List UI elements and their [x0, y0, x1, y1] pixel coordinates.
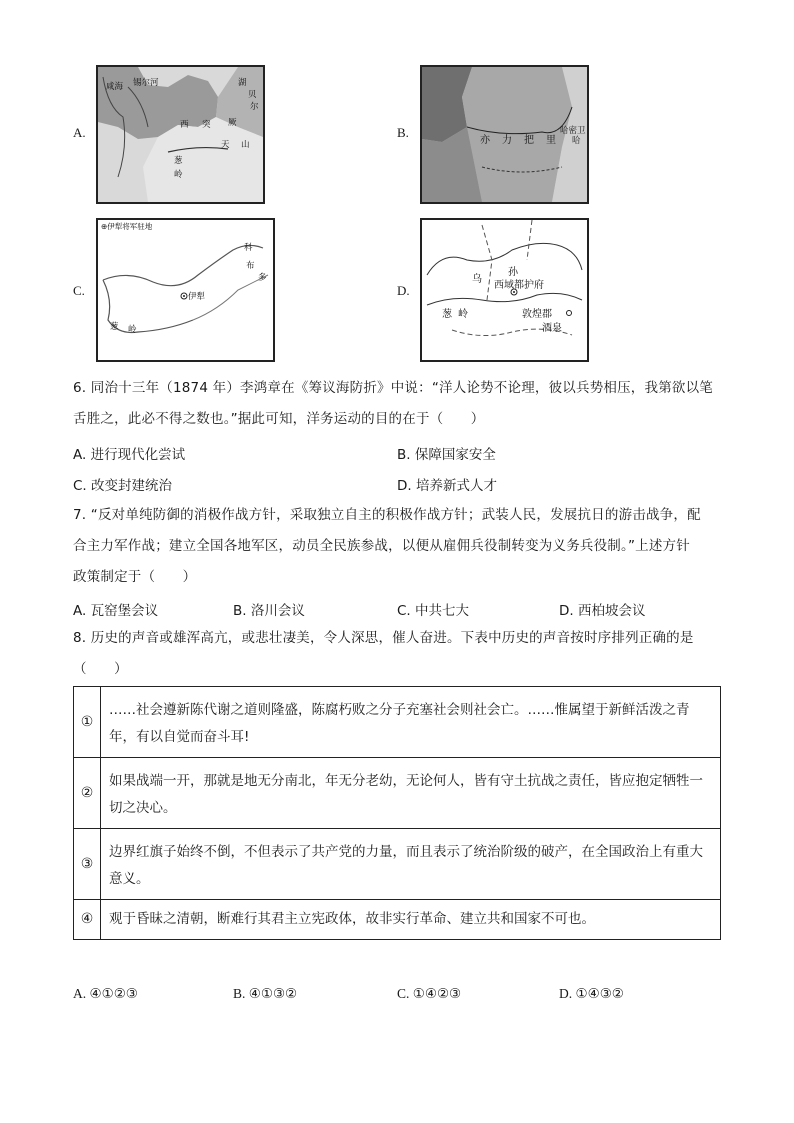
question-7-option-b[interactable]: B. 洛川会议 — [233, 603, 305, 619]
map-d-label-5: 敦煌郡 — [522, 309, 552, 320]
question-8-line-1: 8. 历史的声音或雄浑高亢，或悲壮凄美，令人深思，催人奋进。下表中历史的声音按时序排列正确的是 — [73, 630, 694, 646]
map-c-label-4: 葱 — [110, 322, 119, 332]
question-7-option-d[interactable]: D. 西柏坡会议 — [559, 603, 646, 619]
map-c-label-5: 岭 — [128, 325, 137, 335]
map-d-label-6: 酒泉 — [542, 323, 562, 334]
question-6-option-a[interactable]: A. 进行现代化尝试 — [73, 447, 186, 463]
map-b-label-2: 把 — [524, 135, 534, 146]
map-c-title: ⊕伊犁将军驻地 — [101, 222, 153, 231]
question-6 — [73, 373, 733, 435]
history-voices-table — [73, 686, 721, 940]
question-7-line-3: 政策制定于（ ） — [73, 569, 197, 585]
map-option-d-letter: D. — [397, 283, 410, 298]
map-b-label-0: 亦 — [480, 135, 490, 146]
map-c — [96, 218, 275, 362]
map-b-label-3: 里 — [546, 135, 556, 146]
map-c-label-1: 布 — [246, 261, 255, 271]
map-d-drawing — [422, 220, 587, 360]
question-6-line-1: 6. 同治十三年（1874 年）李鸿章在《筹议海防折》中说：“洋人论势不论理，彼以兵势相压，我第欲以笔 — [73, 380, 714, 396]
question-7-line-2: 合主力军作战；建立全国各地军区，动员全民族参战，以便从雇佣兵役制转变为义务兵役制。”上述方针 — [73, 538, 690, 554]
question-6-option-b[interactable]: B. 保障国家安全 — [397, 447, 496, 463]
row-number: ② — [74, 758, 101, 829]
table-row — [74, 758, 721, 829]
row-text: 如果战端一开，那就是地无分南北，年无分老幼，无论何人，皆有守土抗战之责任，皆应抱定牺牲一切之决心。 — [101, 758, 721, 829]
map-a — [96, 65, 265, 204]
map-b — [420, 65, 589, 204]
map-a-label-10: 尔 — [250, 102, 259, 112]
map-a-label-5: 天 — [221, 140, 230, 150]
map-option-a-letter: A. — [73, 125, 86, 140]
question-8-option-a[interactable]: A. ④①②③ — [73, 986, 138, 1001]
map-a-label-8: 岭 — [174, 170, 183, 180]
map-option-c-letter: C. — [73, 283, 85, 298]
map-d-label-0: 乌 — [472, 274, 482, 285]
row-text: 边界红旗子始终不倒，不但表示了共产党的力量，而且表示了统治阶级的破产，在全国政治上有重大意义。 — [101, 829, 721, 900]
map-d-label-4: 岭 — [458, 309, 468, 320]
map-c-label-2: 多 — [258, 273, 267, 283]
table-row — [74, 900, 721, 940]
row-text: 观于昏昧之清朝，断难行其君主立宪政体，故非实行革命、建立共和国家不可也。 — [101, 900, 721, 940]
map-a-label-2: 西 — [180, 120, 189, 130]
map-c-drawing — [98, 220, 273, 360]
map-b-label-5: 哈 — [572, 136, 581, 146]
map-a-label-6: 山 — [241, 140, 250, 150]
question-8-line-2: （ ） — [73, 661, 128, 677]
question-8 — [73, 623, 733, 685]
question-8-option-b[interactable]: B. ④①③② — [233, 986, 298, 1001]
question-8-option-d[interactable]: D. ①④③② — [559, 986, 624, 1001]
question-7-option-c[interactable]: C. 中共七大 — [397, 603, 470, 619]
map-a-label-4: 厥 — [228, 118, 237, 128]
row-number: ③ — [74, 829, 101, 900]
table-row — [74, 687, 721, 758]
map-d-label-2: 西域都护府 — [494, 280, 544, 291]
table-row — [74, 829, 721, 900]
row-text: ……社会遵新陈代谢之道则隆盛，陈腐朽败之分子充塞社会则社会亡。……惟属望于新鲜活泼之青年，有以自觉而奋斗耳! — [101, 687, 721, 758]
map-a-label-3: 突 — [202, 120, 211, 130]
map-a-label-11: 湖 — [238, 78, 247, 88]
question-6-option-d[interactable]: D. 培养新式人才 — [397, 478, 497, 494]
map-c-label-3: 伊犁 — [188, 292, 206, 302]
map-a-label-9: 贝 — [248, 90, 257, 100]
map-b-label-1: 力 — [502, 135, 512, 146]
question-7-option-a[interactable]: A. 瓦窑堡会议 — [73, 603, 159, 619]
map-option-b-letter: B. — [397, 125, 409, 140]
map-d-label-1: 孙 — [508, 267, 518, 278]
map-a-label-0: 咸海 — [106, 82, 124, 92]
question-7 — [73, 500, 733, 593]
question-6-option-c[interactable]: C. 改变封建统治 — [73, 478, 173, 494]
map-a-label-1: 锡尔河 — [133, 78, 159, 88]
question-7-line-1: 7. “反对单纯防御的消极作战方针，采取独立自主的积极作战方针；武装人民，发展抗日的游击战争，配 — [73, 507, 701, 523]
map-a-label-7: 葱 — [174, 156, 183, 166]
map-d — [420, 218, 589, 362]
question-6-line-2: 舌胜之，此必不得之数也。”据此可知，洋务运动的目的在于（ ） — [73, 411, 485, 427]
map-b-drawing — [422, 67, 587, 202]
map-c-label-0: 科 — [244, 243, 253, 253]
row-number: ④ — [74, 900, 101, 940]
question-8-option-c[interactable]: C. ①④②③ — [397, 986, 462, 1001]
map-a-drawing — [98, 67, 263, 202]
map-b-label-4: 哈密卫 — [560, 126, 586, 136]
row-number: ① — [74, 687, 101, 758]
map-d-label-3: 葱 — [442, 309, 452, 320]
